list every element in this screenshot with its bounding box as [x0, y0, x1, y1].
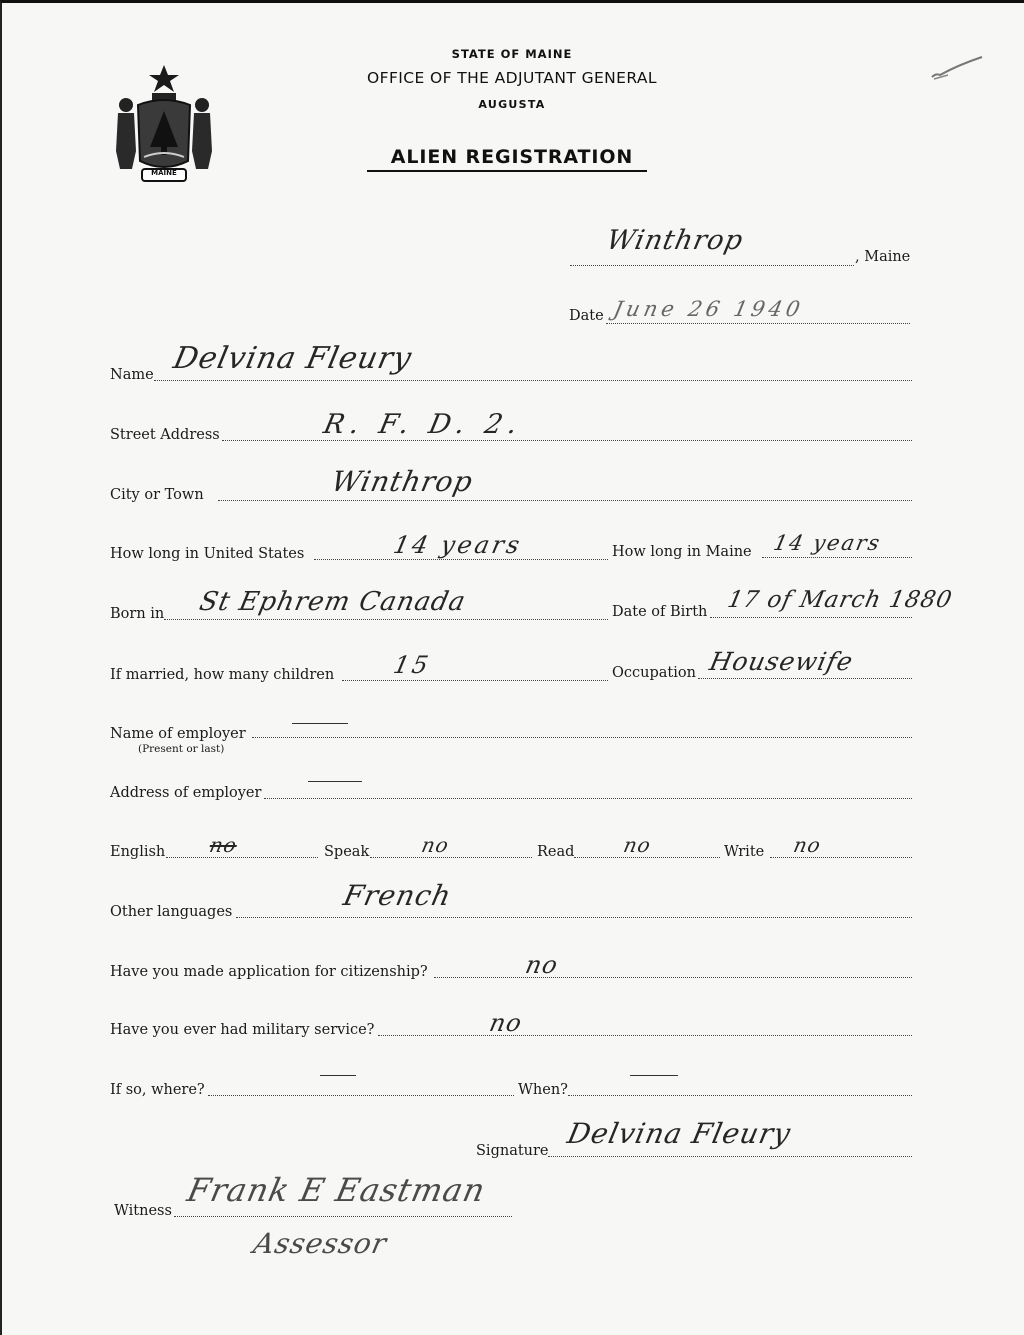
how-long-us-field-line — [314, 559, 608, 560]
occupation-entry[interactable]: Housewife — [706, 647, 857, 676]
children-field-line — [342, 680, 608, 681]
date-of-birth-field-line — [710, 617, 912, 618]
write-field-line — [770, 857, 912, 858]
how-long-us-label: How long in United States — [110, 546, 305, 562]
citizenship-field-line — [434, 977, 912, 978]
children-label: If married, how many children — [110, 667, 335, 683]
date-entry[interactable]: June 26 1940 — [611, 297, 806, 321]
born-in-entry[interactable]: St Ephrem Canada — [196, 587, 469, 617]
other-languages-entry[interactable]: French — [340, 879, 455, 912]
english-field-line — [166, 857, 318, 858]
when-field-line — [568, 1095, 912, 1096]
read-label: Read — [537, 844, 575, 860]
witness-entry[interactable]: Frank E Eastman — [183, 1171, 490, 1209]
born-in-label: Born in — [110, 606, 165, 622]
citizenship-entry[interactable]: no — [523, 951, 561, 979]
english-label: English — [110, 844, 166, 860]
military-label: Have you ever had military service? — [110, 1022, 375, 1038]
signature-label: Signature — [476, 1143, 549, 1159]
seal-caption: MAINE — [151, 169, 177, 177]
date-of-birth-entry[interactable]: 17 of March 1880 — [725, 587, 955, 613]
speak-field-line — [370, 857, 532, 858]
read-entry[interactable]: no — [621, 833, 654, 857]
employer-address-label: Address of employer — [110, 785, 262, 801]
occupation-field-line — [698, 678, 912, 679]
form-title: ALIEN REGISTRATION — [390, 146, 634, 168]
where-dash[interactable] — [320, 1075, 356, 1076]
occupation-label: Occupation — [612, 665, 696, 681]
signature-field-line — [548, 1156, 912, 1157]
how-long-maine-label: How long in Maine — [612, 544, 752, 560]
witness-field-line — [174, 1216, 512, 1217]
employer-name-note: (Present or last) — [138, 743, 225, 755]
street-address-field-line — [222, 440, 912, 441]
citizenship-label: Have you made application for citizenship? — [110, 964, 428, 980]
title-underline — [367, 170, 647, 172]
speak-entry[interactable]: no — [419, 833, 452, 857]
name-label: Name — [110, 367, 154, 383]
city-or-town-entry[interactable]: Winthrop — [328, 465, 477, 498]
date-of-birth-label: Date of Birth — [612, 604, 708, 620]
how-long-maine-field-line — [762, 557, 912, 558]
how-long-maine-entry[interactable]: 14 years — [771, 531, 884, 555]
employer-name-dash[interactable] — [292, 723, 348, 724]
how-long-us-entry[interactable]: 14 years — [391, 531, 526, 559]
born-in-field-line — [164, 619, 608, 620]
employer-address-dash[interactable] — [308, 781, 362, 782]
pencil-check-mark-icon — [928, 51, 988, 91]
town-entry[interactable]: Winthrop — [603, 225, 747, 256]
witness-label: Witness — [114, 1203, 172, 1219]
employer-name-field-line — [252, 737, 912, 738]
signature-entry[interactable]: Delvina Fleury — [564, 1117, 795, 1150]
english-entry[interactable]: no — [207, 833, 240, 857]
employer-name-label: Name of employer — [110, 726, 246, 742]
city-or-town-field-line — [218, 500, 912, 501]
witness-title-entry[interactable]: Assessor — [250, 1227, 391, 1260]
city-or-town-label: City or Town — [110, 487, 204, 503]
when-dash[interactable] — [630, 1075, 678, 1076]
speak-label: Speak — [324, 844, 370, 860]
children-entry[interactable]: 15 — [391, 651, 434, 679]
when-label: When? — [518, 1082, 568, 1098]
if-so-where-field-line — [208, 1095, 514, 1096]
other-languages-label: Other languages — [110, 904, 233, 920]
date-field-line — [606, 323, 910, 324]
employer-address-field-line — [264, 798, 912, 799]
date-label: Date — [569, 308, 604, 324]
town-field-line — [570, 265, 854, 266]
name-field-line — [154, 380, 912, 381]
state-heading: STATE OF MAINE — [451, 47, 573, 61]
street-address-entry[interactable]: R. F. D. 2. — [320, 409, 527, 440]
street-address-label: Street Address — [110, 427, 220, 443]
military-entry[interactable]: no — [487, 1009, 525, 1037]
city-heading: AUGUSTA — [478, 98, 546, 111]
if-so-where-label: If so, where? — [110, 1082, 205, 1098]
read-field-line — [574, 857, 720, 858]
write-entry[interactable]: no — [791, 833, 824, 857]
military-field-line — [378, 1035, 912, 1036]
town-suffix-label: , Maine — [855, 249, 911, 265]
write-label: Write — [724, 844, 765, 860]
name-entry[interactable]: Delvina Fleury — [170, 341, 416, 376]
other-languages-field-line — [236, 917, 912, 918]
office-heading: OFFICE OF THE ADJUTANT GENERAL — [367, 69, 657, 87]
